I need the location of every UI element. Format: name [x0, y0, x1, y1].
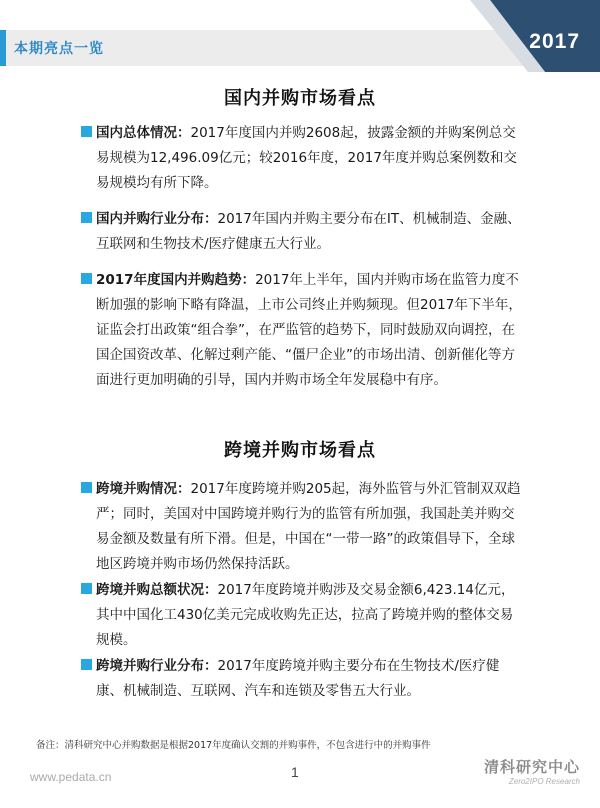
item-paragraph	[96, 477, 526, 577]
item-text: 2017年度国内并购2608起，披露金额的并购案例总交易规模为12,496.09亿元；较2016年度，2017年度并购总案例数和交易规模均有所下降。	[96, 125, 517, 191]
bullet-square-icon	[81, 583, 92, 594]
item-label: 跨境并购情况：	[96, 481, 191, 497]
list-item	[96, 477, 526, 577]
item-paragraph	[96, 121, 526, 196]
item-text: 2017年度跨境并购205起，海外监管与外汇管制双双趋严；同时，美国对中国跨境并购行为的监管有所加强，我国赴美并购交易金额及数量有所下滑。但是，中国在“一带一路”的政策倡导下，全球地区跨境并购市场仍然保持活跃。	[96, 481, 521, 572]
list-item	[96, 654, 526, 704]
section-title-domestic: 国内并购市场看点	[224, 88, 376, 109]
bullet-square-icon	[81, 126, 92, 137]
item-paragraph	[96, 268, 526, 393]
item-label: 国内并购行业分布：	[96, 211, 218, 227]
item-label: 国内总体情况：	[96, 125, 191, 141]
header-accent-bar	[0, 30, 6, 66]
page-header	[0, 0, 600, 72]
item-text: 2017年度跨境并购涉及交易金额6,423.14亿元，其中中国化工430亿美元完成收购先正达，拉高了跨境并购的整体交易规模。	[96, 582, 515, 648]
bullet-square-icon	[81, 482, 92, 493]
item-paragraph	[96, 578, 526, 653]
item-label: 跨境并购行业分布：	[96, 658, 218, 674]
header-title: 本期亮点一览	[14, 41, 104, 57]
list-item	[96, 578, 526, 653]
item-label: 跨境并购总额状况：	[96, 582, 218, 598]
item-text: 2017年度跨境并购主要分布在生物技术/医疗健康、机械制造、互联网、汽车和连锁及零售五大行业。	[96, 658, 500, 699]
bullet-square-icon	[81, 659, 92, 670]
item-label: 2017年度国内并购趋势：	[96, 272, 256, 288]
item-text: 2017年国内并购主要分布在IT、机械制造、金融、互联网和生物技术/医疗健康五大行业。	[96, 211, 521, 252]
page-number: 1	[291, 764, 299, 780]
bullet-square-icon	[81, 273, 92, 284]
logo-name: 清科研究中心	[483, 758, 580, 776]
section-title-crossborder: 跨境并购市场看点	[224, 440, 376, 461]
list-item	[96, 121, 526, 196]
item-paragraph	[96, 207, 526, 257]
footnote: 备注：清科研究中心并购数据是根据2017年度确认交割的并购事件，不包含进行中的并购事件	[36, 740, 431, 751]
year-badge: 2017	[529, 30, 580, 53]
footer-logo	[484, 756, 580, 786]
footer-url-link[interactable]: www.pedata.cn	[30, 770, 112, 784]
list-item	[96, 207, 526, 257]
list-item	[96, 268, 526, 393]
bullet-square-icon	[81, 212, 92, 223]
item-paragraph	[96, 654, 526, 704]
item-text: 2017年上半年，国内并购市场在监管力度不断加强的影响下略有降温，上市公司终止并购频现。但2017年下半年，证监会打出政策“组合拳”，在严监管的趋势下，同时鼓励双向调控，在国企国资改革、化解过剩产能、“僵尸企业”的市场出清、创新催化等方面进行更加明确的引导，国内并购市场全年发展稳中有序。	[96, 272, 522, 388]
logo-subtitle: Zero2IPO Research	[508, 777, 580, 786]
